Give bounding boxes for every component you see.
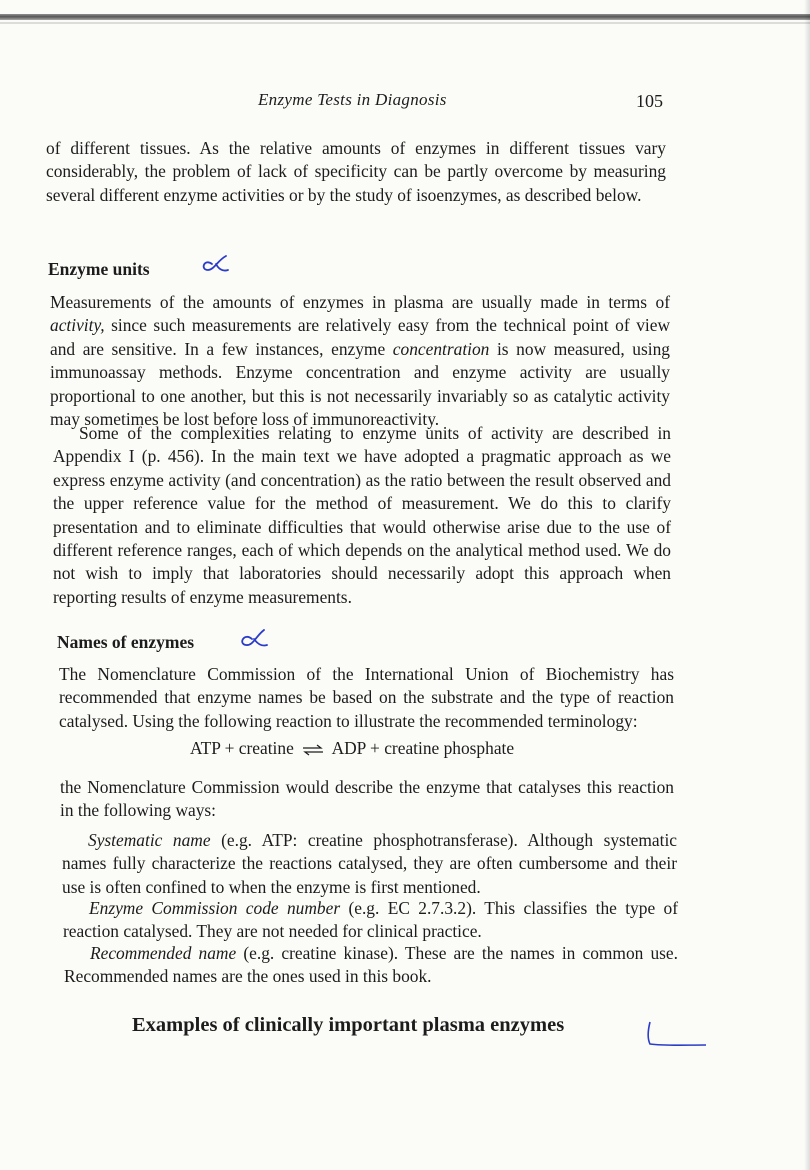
scan-top-edge-shadow (0, 22, 810, 24)
systematic-name-label: Systematic name (88, 830, 211, 850)
ec-code-paragraph (63, 897, 678, 944)
scan-top-edge (0, 14, 810, 20)
recommended-name-label: Recommended name (90, 943, 237, 963)
running-header-title: Enzyme Tests in Diagnosis (258, 90, 447, 109)
systematic-name-text: (e.g. ATP: creatine phosphotransferase). Although systematic names fully characterize the reactions catalysed, they are often cumbersome and their use is often confined to when the enzyme is first mentioned. (62, 830, 677, 897)
p1-text-a: Measurements of the amounts of enzymes in plasma are usually made in terms of (50, 292, 670, 312)
page-number: 105 (636, 91, 663, 111)
handwritten-alpha-mark-icon (236, 626, 270, 650)
next-section-title: Examples of clinically important plasma enzymes (132, 1014, 565, 1036)
names-paragraph-2: the Nomenclature Commission would describe the enzyme that catalyses this reaction in the following ways: (60, 777, 674, 821)
recommended-name-paragraph (64, 942, 678, 989)
enzyme-units-paragraph-2: Some of the complexities relating to enzyme units of activity are described in Appendix I (p. 456). In the main text we have adopted a pragmatic approach as we express enzyme activity (and concentration) as the ratio between the result observed and the upper reference value for the method of measurement. We do this to clarify presentation and to eliminate difficulties that would otherwise arise due to the use of different reference ranges, each of which depends on the analytical method used. We do not wish to imply that laboratories should necessarily adopt this approach when reporting results of enzyme measurements. (53, 423, 671, 607)
equation-left: ATP + creatine (190, 738, 294, 758)
handwritten-alpha-mark-icon (198, 252, 232, 276)
ec-code-label: Enzyme Commission code number (89, 898, 341, 918)
reaction-equation (190, 738, 514, 759)
recommended-name-text: (e.g. creatine kinase). These are the names in common use. Recommended names are the ones used in this book. (64, 943, 678, 987)
intro-paragraph: of different tissues. As the relative amounts of enzymes in different tissues vary considerably, the problem of lack of specificity can be partly overcome by measuring several different enzyme activities or by the study of isoenzymes, as described below. (46, 138, 666, 205)
handwritten-bracket-mark-icon (644, 1020, 708, 1050)
heading-enzyme-units: Enzyme units (48, 259, 150, 279)
p1-text-b: since such measurements are relatively easy from the technical point of view and are sensitive. In a few instances, enzyme (50, 315, 670, 359)
enzyme-units-paragraph-1 (50, 291, 670, 431)
systematic-name-paragraph (62, 829, 677, 899)
p1-emphasis-activity: activity, (50, 315, 105, 336)
p1-emphasis-concentration: concentration (392, 338, 490, 359)
ec-code-text: (e.g. EC 2.7.3.2). This classifies the type of reaction catalysed. They are not needed for clinical practice. (63, 898, 678, 942)
scan-right-edge (804, 0, 810, 1170)
equilibrium-arrow-icon (302, 744, 324, 756)
equation-right: ADP + creatine phosphate (331, 738, 515, 758)
heading-names-of-enzymes: Names of enzymes (57, 632, 195, 652)
names-paragraph-1: The Nomenclature Commission of the International Union of Biochemistry has recommended that enzyme names be based on the substrate and the type of reaction catalysed. Using the following reaction to illustrate the recommended terminology: (59, 664, 674, 731)
p1-text-c: is now measured, using immunoassay methods. Enzyme concentration and enzyme activity are usually proportional to one another, but this is not necessarily invariably so as catalytic activity may sometimes be lost before loss of immunoreactivity. (50, 338, 670, 430)
